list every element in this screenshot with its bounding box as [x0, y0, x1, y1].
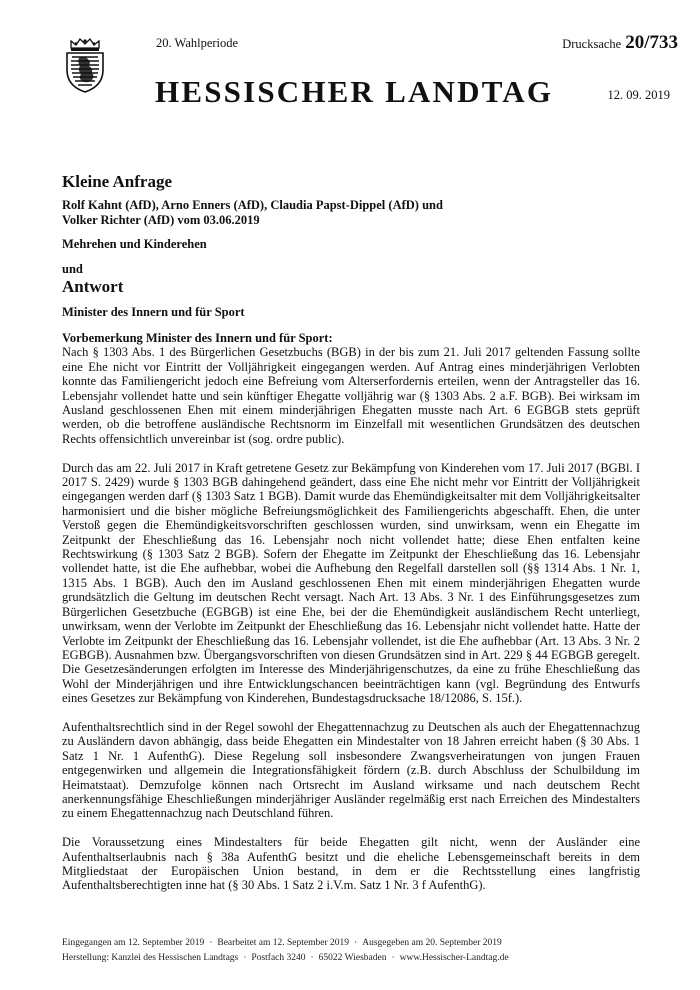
paragraph-3: Aufenthaltsrechtlich sind in der Regel sowohl der Ehegattennachzug zu Deutschen als auch der Ehegattennachzug zu Ausländern davon abhängig, dass beide Ehegatten ein Mindestalter von 18 Jahren erreicht haben (§ 30 Abs. 1 Satz 1 Nr. 1 AufenthG). Diese Regelung soll insbesondere Zwangsverheiratungen von jungen Frauen entgegenwirken und allgemein die Integrationsfähigkeit fördern (z.B. durch Abschluss der Schulbildung im Heimatstaat). Demzufolge können nach Ortsrecht im Ausland wirksame und nach deutschem Recht anerkennungsfähige Eheschließungen minderjähriger Ausländer regelmäßig erst nach Erreichen des Mindestalters zu einem Ehegattennachzug nach Deutschland führen. — [62, 719, 640, 821]
page-title: HESSISCHER LANDTAG — [155, 74, 554, 109]
issued-date: Ausgegeben am 20. September 2019 — [362, 938, 502, 948]
footer-separator: · — [310, 953, 314, 963]
hessen-coat-of-arms-icon — [62, 36, 108, 94]
postal-city: 65022 Wiesbaden — [318, 953, 387, 963]
authors-line-2: Volker Richter (AfD) vom 03.06.2019 — [62, 213, 260, 227]
document-body — [62, 331, 640, 907]
footer-separator: · — [391, 953, 395, 963]
drucksache-number — [562, 32, 678, 54]
page-footer — [62, 936, 678, 966]
conjunction: und — [62, 262, 83, 276]
footer-publisher — [62, 951, 678, 966]
paragraph-preliminary — [62, 331, 640, 446]
preliminary-remark-heading: Vorbemerkung Minister des Innern und für Sport: — [62, 331, 333, 345]
inquiry-heading — [62, 172, 648, 320]
footer-separator: · — [209, 938, 213, 948]
processed-date: Bearbeitet am 12. September 2019 — [217, 938, 350, 948]
drucksache-value: 20/733 — [625, 32, 678, 53]
paragraph-1-text: Nach § 1303 Abs. 1 des Bürgerlichen Gesetzbuchs (BGB) in der bis zum 21. Juli 2017 geltenden Fassung sollte eine Ehe nicht vor Eintritt der Volljährigkeit eingegangen werden. Auf Antrag eines minderjährigen Verlobten konnte das Familiengericht jedoch eine Befreiung vom Alterserfordernis erteilen, wenn der Antragsteller das 16. Lebensjahr vollendet hatte und sein künftiger Ehegatte volljährig war (§ 1303 Abs. 2 a.F. BGB). Bei wirksam im Ausland geschlossenen Ehen mit einem minderjährigen Ehegatten musste nach Art. 6 EGBGB stets geprüft werden, ob die betroffene ausländische Rechtsnorm im Einzelfall mit wesentlichen Grundsätzen des deutschen Rechts offensichtlich unvereinbar ist (sog. ordre public). — [62, 345, 640, 446]
paragraph-2: Durch das am 22. Juli 2017 in Kraft getretene Gesetz zur Bekämpfung von Kinderehen vom 17. Juli 2017 (BGBl. I 2017 S. 2429) wurde § 1303 BGB dahingehend geändert, dass eine Ehe nicht mehr vor Eintritt der Volljährigkeit eingegangen werden darf (§ 1303 Satz 1 BGB). Damit wurde das Ehemündigkeitsalter mit dem Volljährigkeitsalter harmonisiert und die bisher mögliche Befreiungsmöglichkeit des Familiengerichts abgeschafft. Ehen, die unter Verstoß gegen die Ehemündigkeitsvorschriften geschlossen wurden, sind unwirksam, wenn ein Ehegatte im Zeitpunkt der Eheschließung das 16. Lebensjahr noch nicht vollendet hatte; diese Ehen entfalten keine Rechtswirkung (§ 1303 Satz 2 BGB). Sofern der Ehegatte im Zeitpunkt der Eheschließung das 16. Lebensjahr vollendet hatte, ist die Ehe aufhebbar, wobei die Aufhebung den Regelfall darstellen soll (§§ 1314 Abs. 1 Nr. 1, 1315 Abs. 1 BGB). Auch den im Ausland geschlossenen Ehen mit einem minderjährigen Ehegatten wurde grundsätzlich die Geltung im deutschen Recht versagt. Nach Art. 13 Abs. 3 Nr. 1 des Einführungsgesetzes zum Bürgerlichen Gesetzbuche (EGBGB) ist eine Ehe, bei der die Ehemündigkeit ausländischem Recht unterliegt, unwirksam, wenn der Verlobte im Zeitpunkt der Eheschließung das 16. Lebensjahr nicht vollendet hatte. Hatte der Verlobte im Zeitpunkt der Eheschließung das 16. Lebensjahr vollendet, ist die Ehe aufhebbar (Art. 13 Abs. 3 Nr. 2 EGBGB). Ausnahmen bzw. Übergangsvorschriften von diesen Grundsätzen sind in Art. 229 § 44 EGBGB geregelt. Die Gesetzesänderungen erfolgten im Interesse des Minderjährigenschutzes, da eine zu frühe Eheschließung das Wohl der Minderjährigen und ihre Entwicklungschancen beeinträchtigen kann (vgl. Begründung des Entwurfs eines Gesetzes zur Bekämpfung von Kinderehen, Bundestagsdrucksache 18/12086, S. 15f.). — [62, 460, 640, 706]
footer-dates — [62, 936, 678, 951]
authors — [62, 198, 648, 228]
po-box: Postfach 3240 — [251, 953, 306, 963]
document-date: 12. 09. 2019 — [607, 88, 670, 102]
wahlperiode: 20. Wahlperiode — [156, 36, 239, 50]
publisher: Herstellung: Kanzlei des Hessischen Landtags — [62, 953, 239, 963]
answer-heading: Antwort — [62, 277, 124, 296]
document-kind: Kleine Anfrage — [62, 172, 173, 191]
footer-separator: · — [354, 938, 358, 948]
footer-separator: · — [243, 953, 247, 963]
received-date: Eingegangen am 12. September 2019 — [62, 938, 205, 948]
paragraph-4: Die Voraussetzung eines Mindestalters für beide Ehegatten gilt nicht, wenn der Ausländer eine Aufenthaltserlaubnis nach § 38a AufenthG besitzt und die eheliche Lebensgemeinschaft bereits in dem Mitgliedstaat der Europäischen Union bestand, in dem er die Rechtsstellung eines langfristig Aufenthaltsberechtigten inne hat (§ 30 Abs. 1 Satz 2 i.V.m. Satz 1 Nr. 3 f AufenthG). — [62, 835, 640, 893]
authors-line-1: Rolf Kahnt (AfD), Arno Enners (AfD), Claudia Papst-Dippel (AfD) und — [62, 198, 443, 212]
inquiry-topic: Mehrehen und Kinderehen — [62, 237, 207, 251]
website-link[interactable]: www.Hessischer-Landtag.de — [399, 953, 509, 963]
drucksache-label: Drucksache — [562, 37, 622, 51]
answering-minister: Minister des Innern und für Sport — [62, 305, 245, 319]
